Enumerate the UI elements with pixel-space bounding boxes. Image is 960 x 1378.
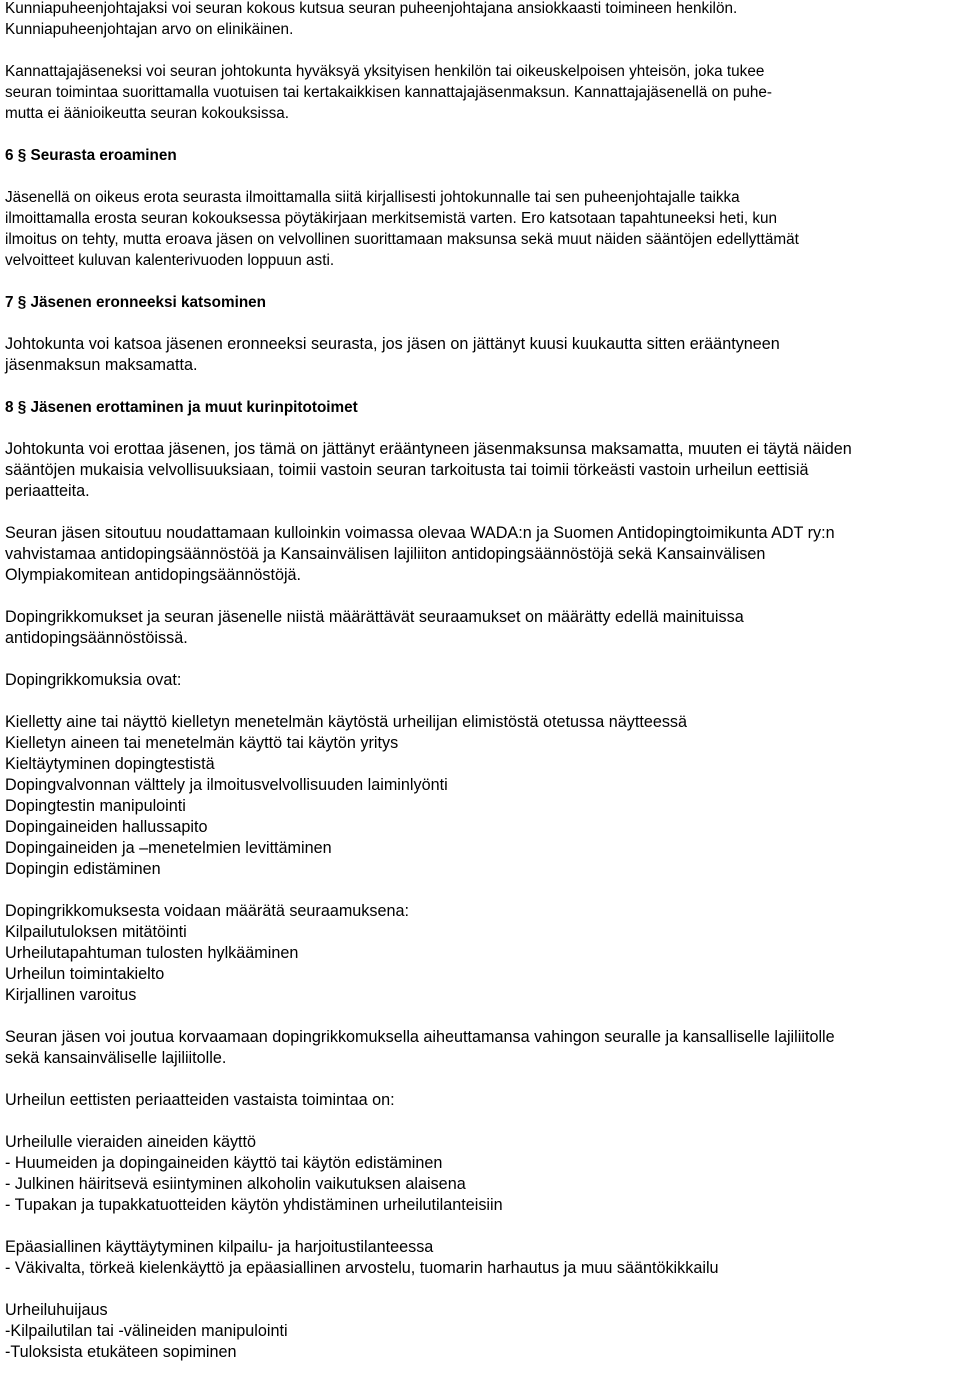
list-item: - Huumeiden ja dopingaineiden käyttö tai käytön edistäminen [5,1154,443,1172]
text-line: Dopingrikkomukset ja seuran jäsenelle niistä määrättävät seuraamukset on määrätty edellä mainituissa [5,608,744,626]
list-item: - Väkivalta, törkeä kielenkäyttö ja epäasiallinen arvostelu, tuomarin harhautus ja muu sääntökikkailu [5,1259,719,1277]
text-line: velvoitteet kuluvan kalenterivuoden loppuun asti. [5,252,335,269]
text-line: Johtokunta voi katsoa jäsenen eronneeksi seurasta, jos jäsen on jättänyt kuusi kuukautta sitten erääntyneen [5,335,780,353]
list-item: -Kilpailutilan tai -välineiden manipulointi [5,1322,288,1340]
document-page [5,0,957,1363]
list-item: Dopingin edistäminen [5,860,161,878]
list-item: Kielletty aine tai näyttö kielletyn menetelmän käytöstä urheilijan elimistöstä otetussa näytteessä [5,713,688,731]
section-8-heading: 8 § Jäsenen erottaminen ja muut kurinpitotoimet [5,399,358,416]
section-7-heading: 7 § Jäsenen eronneeksi katsominen [5,294,267,311]
unethical-group-2 [5,1237,957,1279]
text-line: Jäsenellä on oikeus erota seurasta ilmoittamalla siitä kirjallisesti johtokunnalle tai sen puheenjohtajalle taikka [5,189,740,206]
section-8-paragraph-6 [5,1090,957,1111]
text-line: Johtokunta voi erottaa jäsenen, jos tämä on jättänyt erääntyneen jäsenmaksunsa maksamatta, muuten ei täytä näiden [5,440,852,458]
unethical-group-1 [5,1132,957,1216]
list-item: Epäasiallinen käyttäytyminen kilpailu- ja harjoitustilanteessa [5,1238,434,1256]
section-8-paragraph-1 [5,439,957,502]
list-item: Urheilutapahtuman tulosten hylkääminen [5,944,299,962]
list-item: - Tupakan ja tupakkatuotteiden käytön yhdistäminen urheilutilanteisiin [5,1196,503,1214]
text-line: sekä kansainväliselle lajiliitolle. [5,1049,227,1067]
text-line: Kunniapuheenjohtajaksi voi seuran kokous kutsua seuran puheenjohtajana ansiokkaasti toimineen henkilön. [5,0,738,17]
list-item: Dopingaineiden hallussapito [5,818,208,836]
text-line: Seuran jäsen voi joutua korvaamaan dopingrikkomuksella aiheuttamansa vahingon seuralle ja kansalliselle lajiliitolle [5,1028,835,1046]
list-item: Kielletyn aineen tai menetelmän käyttö tai käytön yritys [5,734,399,752]
text-line: Kunniapuheenjohtajan arvo on elinikäinen. [5,21,294,38]
text-line: Dopingrikkomuksia ovat: [5,671,182,689]
text-line: periaatteita. [5,482,90,500]
list-item: Urheilulle vieraiden aineiden käyttö [5,1133,257,1151]
section-6-paragraph [5,187,957,271]
list-item: Urheiluhuijaus [5,1301,108,1319]
list-item: Kirjallinen varoitus [5,986,137,1004]
section-8-paragraph-3 [5,607,957,649]
text-line: antidopingsäännöstöissä. [5,629,188,647]
list-item: Urheilun toimintakielto [5,965,165,983]
section-7-paragraph [5,334,957,376]
list-item: - Julkinen häiritsevä esiintyminen alkoholin vaikutuksen alaisena [5,1175,466,1193]
text-line: Olympiakomitean antidopingsäännöstöjä. [5,566,302,584]
section-8-paragraph-4 [5,670,957,691]
intro-paragraph-2 [5,61,957,124]
text-line: Urheilun eettisten periaatteiden vastaista toimintaa on: [5,1091,395,1109]
text-line: mutta ei äänioikeutta seuran kokouksissa. [5,105,290,122]
section-6-heading: 6 § Seurasta eroaminen [5,147,177,164]
text-line: Seuran jäsen sitoutuu noudattamaan kulloinkin voimassa olevaa WADA:n ja Suomen Antidopingtoimikunta ADT ry:n [5,524,835,542]
text-line: vahvistamaa antidopingsäännöstöä ja Kansainvälisen lajiliiton antidopingsäännöstöjä sekä Kansainvälisen [5,545,766,563]
list-item: Dopingtestin manipulointi [5,797,186,815]
section-8-paragraph-2 [5,523,957,586]
intro-paragraph-1 [5,0,957,40]
doping-sanctions-list [5,901,957,1006]
list-item: Kieltäytyminen dopingtestistä [5,755,215,773]
list-item: Kilpailutuloksen mitätöinti [5,923,187,941]
text-line: seuran toimintaa suorittamalla vuotuisen tai kertakaikkisen kannattajajäsenmaksun. Kannattajajäsenellä on puhe- [5,84,773,101]
unethical-group-3 [5,1300,957,1363]
list-item: -Tuloksista etukäteen sopiminen [5,1343,237,1361]
text-line: ilmoitus on tehty, mutta eroava jäsen on velvollinen suorittamaan maksunsa sekä muut näiden sääntöjen edellyttämät [5,231,799,248]
doping-violations-list [5,712,957,880]
list-item: Dopingaineiden ja –menetelmien levittäminen [5,839,332,857]
list-item: Dopingvalvonnan välttely ja ilmoitusvelvollisuuden laiminlyönti [5,776,448,794]
text-line: sääntöjen mukaisia velvollisuuksiaan, toimii vastoin seuran tarkoitusta tai toimii törkeästi vastoin urheilun eettisiä [5,461,809,479]
text-line: ilmoittamalla erosta seuran kokouksessa pöytäkirjaan merkitsemistä varten. Ero katsotaan tapahtuneeksi heti, kun [5,210,778,227]
text-line: jäsenmaksun maksamatta. [5,356,198,374]
text-line: Kannattajajäseneksi voi seuran johtokunta hyväksyä yksityisen henkilön tai oikeuskelpoisen yhteisön, joka tukee [5,63,765,80]
list-intro: Dopingrikkomuksesta voidaan määrätä seuraamuksena: [5,902,409,920]
section-8-paragraph-5 [5,1027,957,1069]
